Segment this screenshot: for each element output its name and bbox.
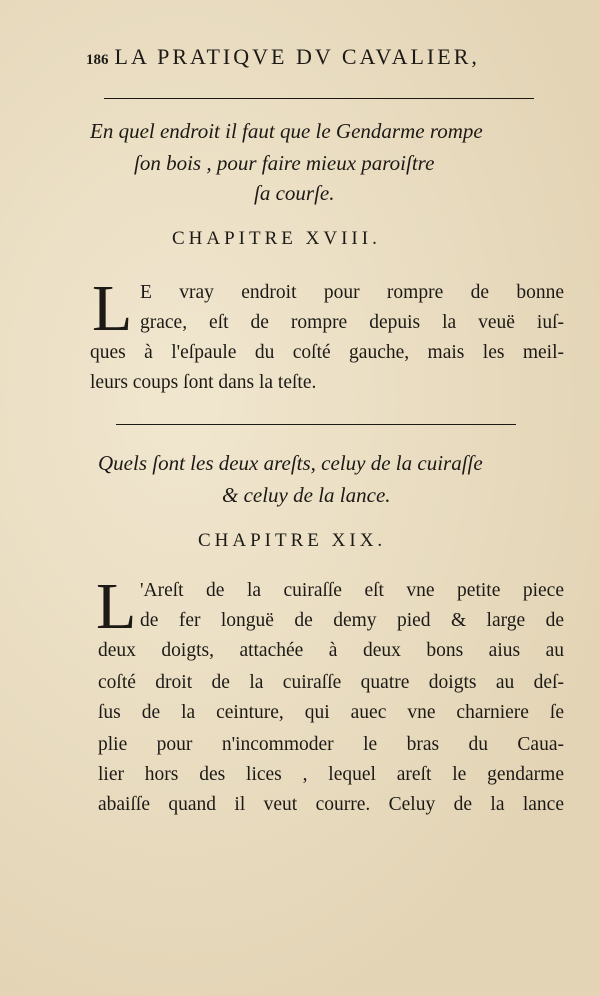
section2-caption-line: & celuy de la lance.	[222, 483, 391, 507]
chapter-heading-19: CHAPITRE XIX.	[198, 530, 387, 551]
body-line: plie pour n'incommoder le bras du Caua-	[98, 734, 564, 755]
running-title: LA PRATIQVE DV CAVALIER,	[114, 44, 480, 69]
section1-caption-line: ſa courſe.	[254, 181, 335, 205]
page-number: 186	[86, 52, 109, 68]
drop-cap: L	[92, 272, 133, 345]
section1-caption-line: En quel endroit il faut que le Gendarme rompe	[90, 119, 483, 143]
body-line: deux doigts, attachée à deux bons aius au	[98, 640, 564, 661]
drop-cap: L	[96, 570, 137, 643]
body-line: E vray endroit pour rompre de bonne	[140, 282, 564, 303]
body-line: ques à l'eſpaule du coſté gauche, mais les meil-	[90, 342, 564, 363]
section-divider	[116, 424, 516, 425]
body-line: de fer longuë de demy pied & large de	[140, 610, 564, 631]
body-line: lier hors des lices , lequel areſt le gendarme	[98, 764, 564, 785]
body-line: 'Areſt de la cuiraſſe eſt vne petite piece	[140, 580, 564, 601]
header-rule	[104, 98, 534, 99]
chapter-heading-18: CHAPITRE XVIII.	[172, 228, 381, 249]
body-line: ſus de la ceinture, qui auec vne charniere ſe	[98, 702, 564, 723]
body-line: abaiſſe quand il veut courre. Celuy de la lance	[98, 794, 564, 815]
running-head	[86, 44, 566, 70]
section1-caption-line: ſon bois , pour faire mieux paroiſtre	[134, 151, 435, 175]
section2-caption-line: Quels ſont les deux areſts, celuy de la cuiraſſe	[98, 451, 483, 475]
body-line: leurs coups ſont dans la teſte.	[90, 372, 317, 393]
body-line: coſté droit de la cuiraſſe quatre doigts au deſ-	[98, 672, 564, 693]
body-line: grace, eſt de rompre depuis la veuë iuſ-	[140, 312, 564, 333]
